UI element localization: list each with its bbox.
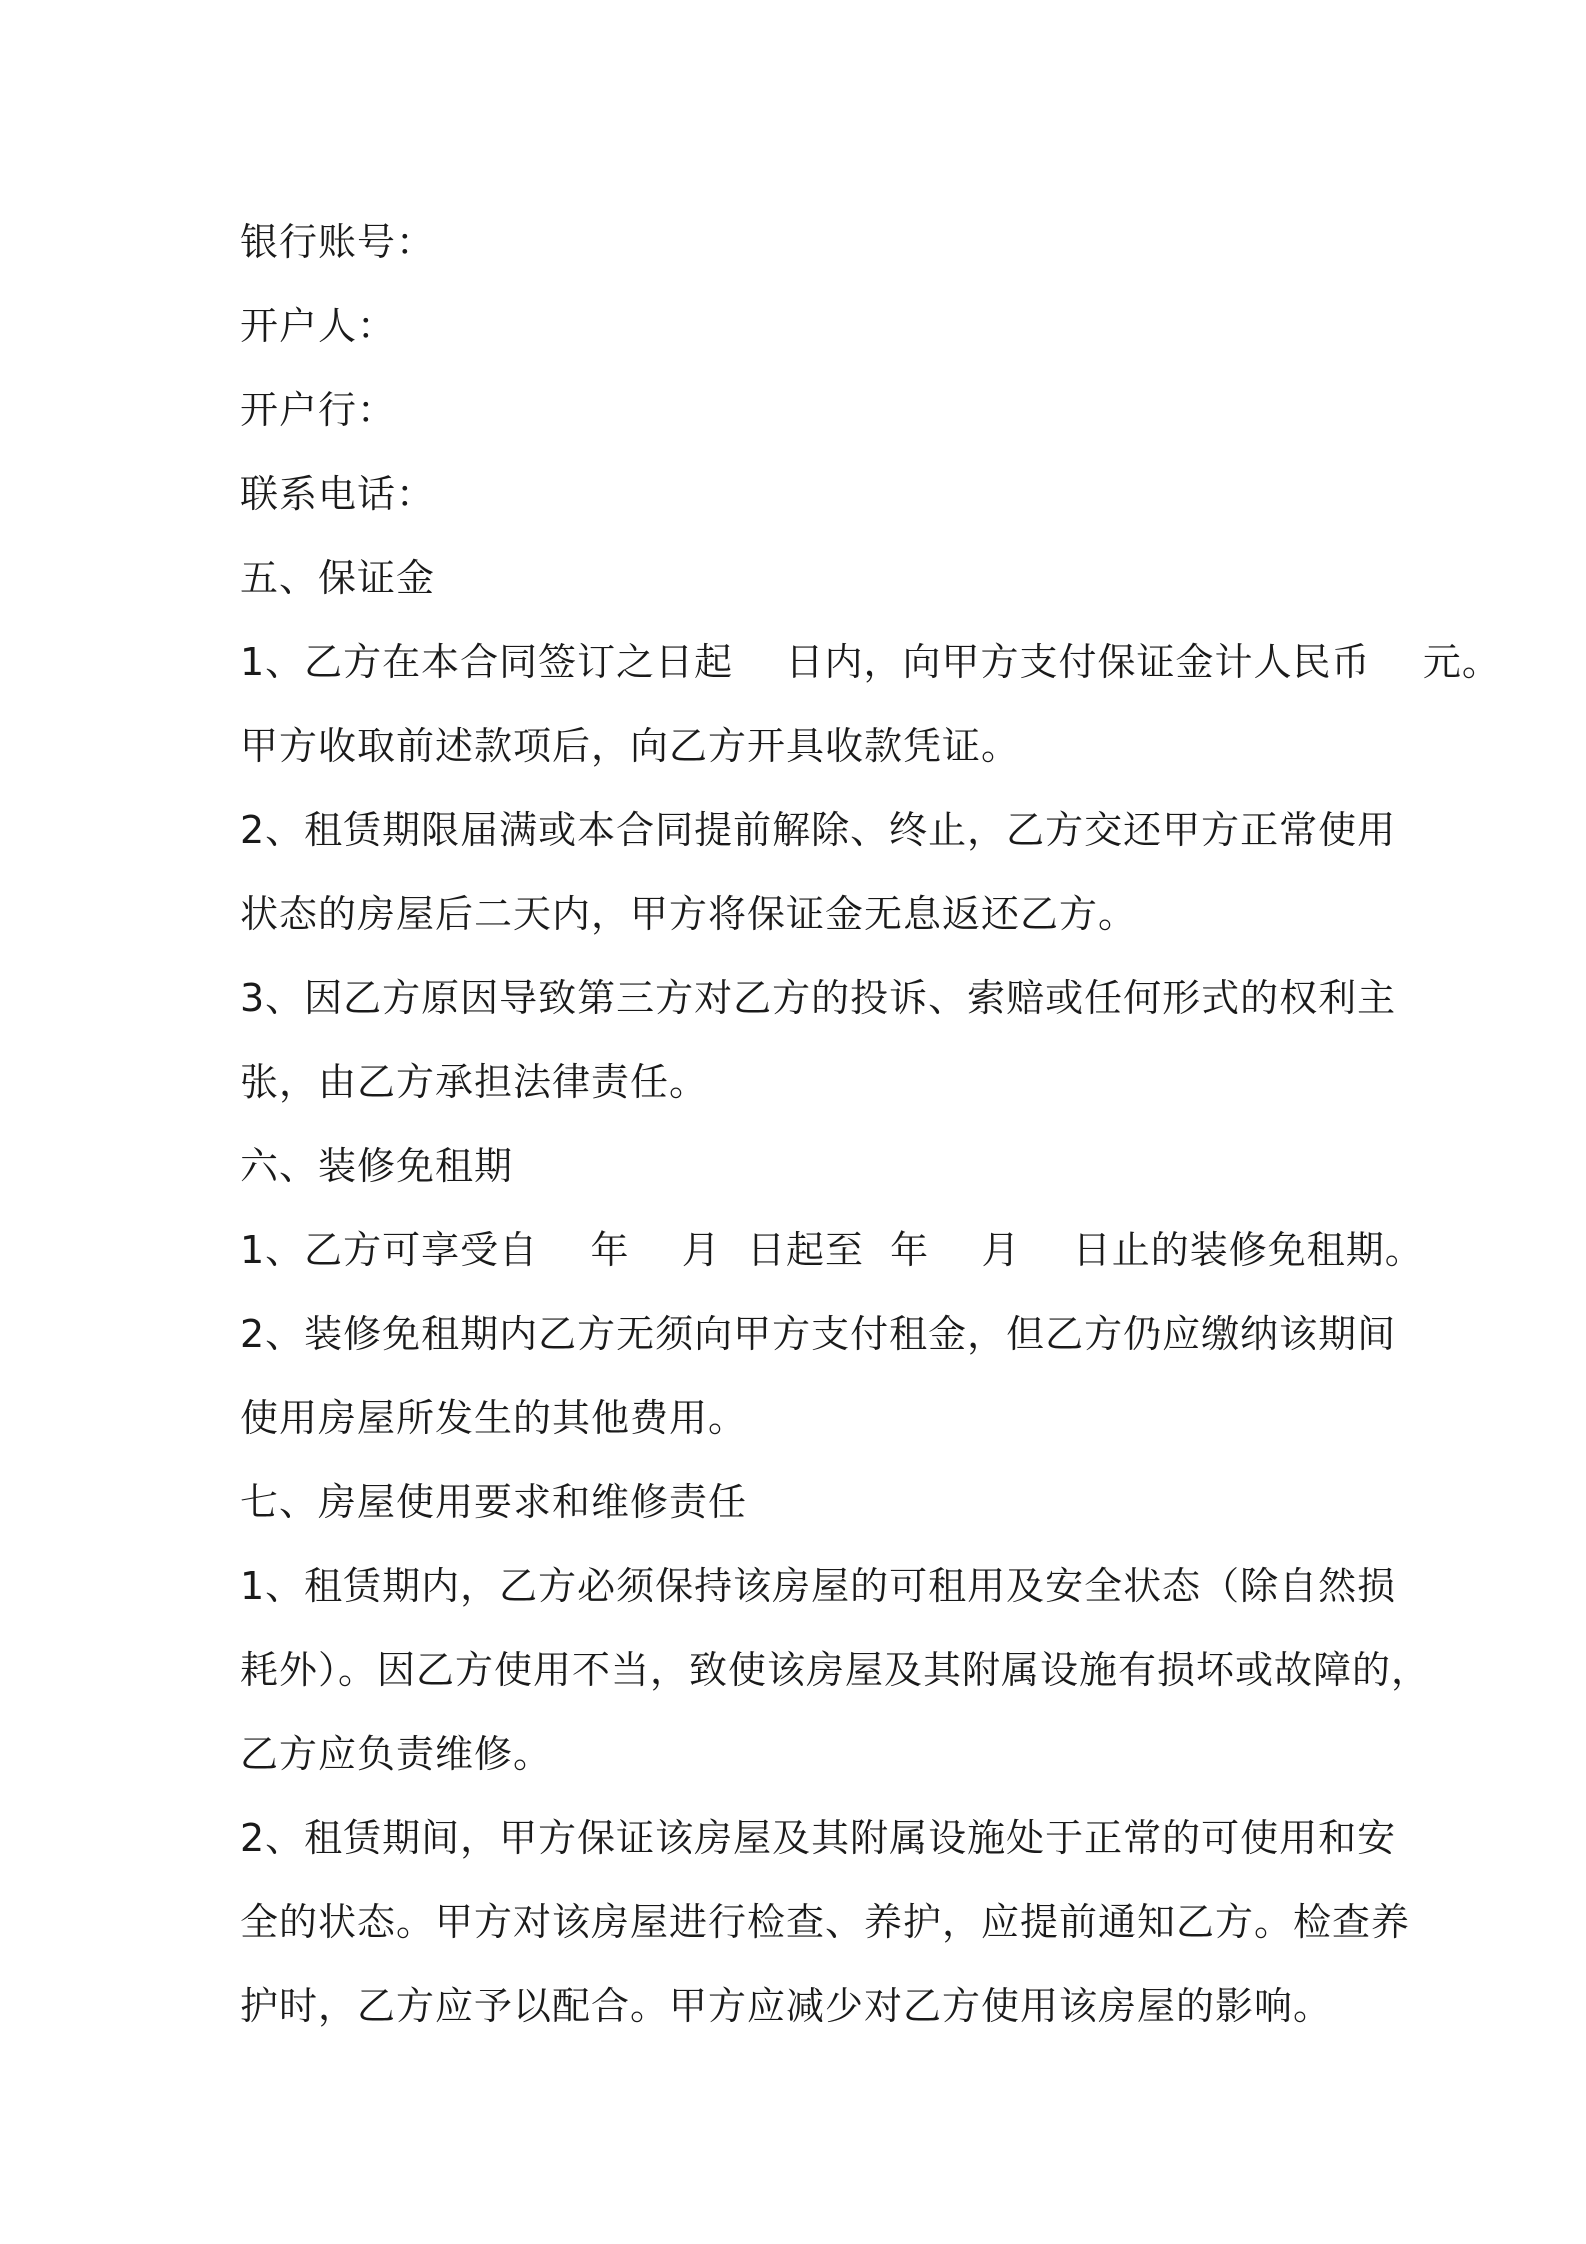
paragraph-line: 张，由乙方承担法律责任。 bbox=[240, 1060, 709, 1104]
section-heading-use-maintenance: 七、房屋使用要求和维修责任 bbox=[240, 1480, 748, 1524]
paragraph-line: 耗外）。因乙方使用不当，致使该房屋及其附属设施有损坏或故障的， bbox=[240, 1648, 1431, 1692]
paragraph-line: 2、装修免租期内乙方无须向甲方支付租金，但乙方仍应缴纳该期间 bbox=[240, 1312, 1397, 1356]
section-heading-deposit: 五、保证金 bbox=[240, 556, 436, 600]
paragraph-line: 1、租赁期内，乙方必须保持该房屋的可租用及安全状态（除自然损 bbox=[240, 1564, 1397, 1608]
bank-branch-label: 开户行： bbox=[240, 388, 397, 432]
paragraph-line: 乙方应负责维修。 bbox=[240, 1732, 553, 1776]
document-body bbox=[240, 200, 1501, 2048]
paragraph-line: 1、乙方在本合同签订之日起 日内，向甲方支付保证金计人民币 元。 bbox=[240, 640, 1501, 684]
paragraph-line: 使用房屋所发生的其他费用。 bbox=[240, 1396, 748, 1440]
paragraph-line: 2、租赁期间，甲方保证该房屋及其附属设施处于正常的可使用和安 bbox=[240, 1816, 1397, 1860]
paragraph-line: 甲方收取前述款项后，向乙方开具收款凭证。 bbox=[240, 724, 1021, 768]
bank-account-label: 银行账号： bbox=[240, 220, 436, 264]
paragraph-line: 状态的房屋后二天内，甲方将保证金无息返还乙方。 bbox=[240, 892, 1138, 936]
paragraph-line: 护时，乙方应予以配合。甲方应减少对乙方使用该房屋的影响。 bbox=[240, 1984, 1333, 2028]
account-holder-label: 开户人： bbox=[240, 304, 397, 348]
contact-phone-label: 联系电话： bbox=[240, 472, 436, 516]
paragraph-line: 1、乙方可享受自 年 月 日起至 年 月 日止的装修免租期。 bbox=[240, 1228, 1424, 1272]
section-heading-rent-free: 六、装修免租期 bbox=[240, 1144, 514, 1188]
paragraph-line: 3、因乙方原因导致第三方对乙方的投诉、索赔或任何形式的权利主 bbox=[240, 976, 1397, 1020]
paragraph-line: 2、租赁期限届满或本合同提前解除、终止，乙方交还甲方正常使用 bbox=[240, 808, 1397, 852]
paragraph-line: 全的状态。甲方对该房屋进行检查、养护，应提前通知乙方。检查养 bbox=[240, 1900, 1411, 1944]
